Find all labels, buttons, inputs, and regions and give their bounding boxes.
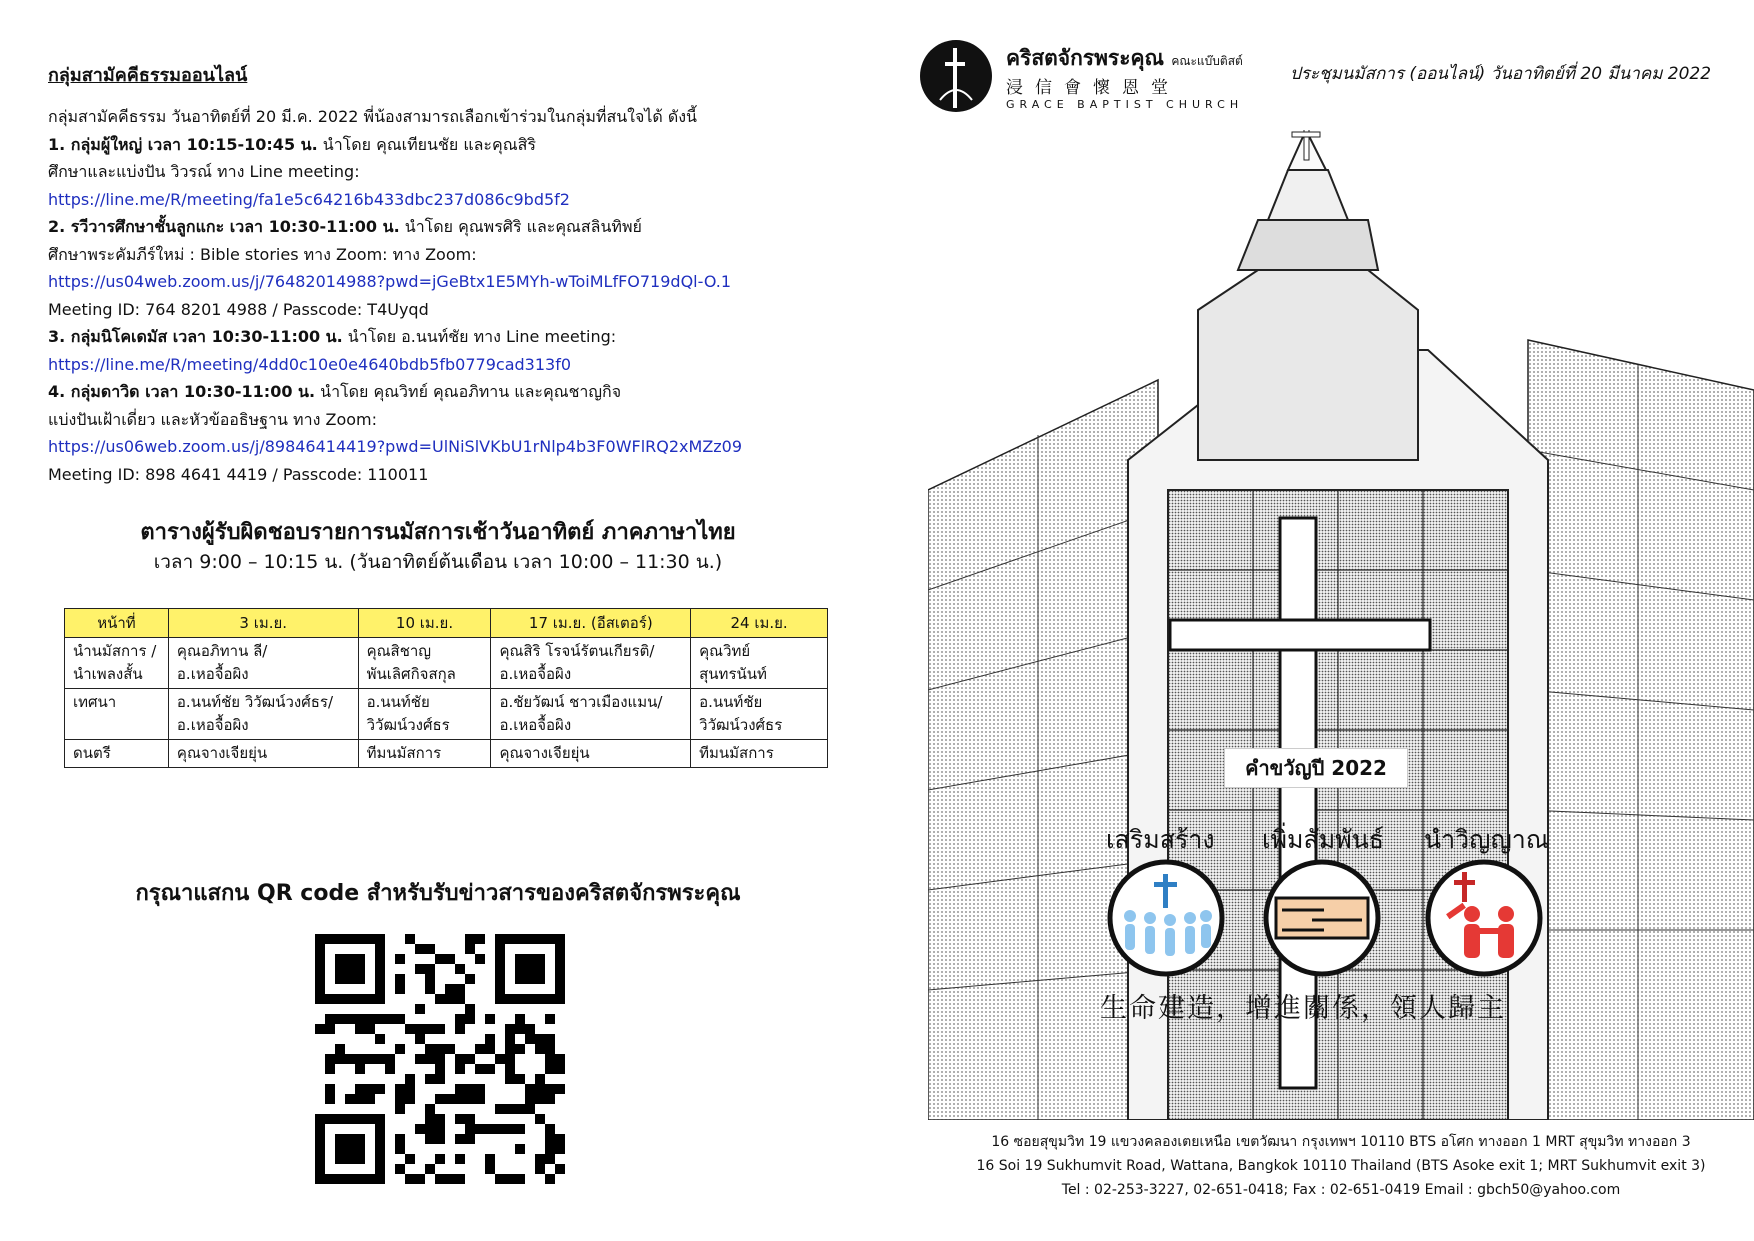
cell-line: คุณสิชาญ	[366, 642, 432, 660]
church-sub-th: คณะแบ๊บติสต์	[1171, 54, 1243, 68]
role-cell	[65, 638, 169, 689]
group-4-meeting-id: Meeting ID: 898 4641 4419 / Passcode: 110011	[48, 464, 429, 484]
group-1-desc: ศึกษาและแบ่งปัน วิวรณ์ ทาง Line meeting:	[48, 162, 360, 181]
logo-cross-icon	[920, 40, 992, 112]
qr-code[interactable]	[315, 934, 565, 1184]
group-4-title-line	[48, 378, 828, 406]
schedule-cell	[168, 740, 358, 768]
schedule-header: 3 เม.ย.	[168, 609, 358, 638]
fellowship-intro: กลุ่มสามัคคีธรรม วันอาทิตย์ที่ 20 มี.ค. 2022 พี่น้องสามารถเลือกเข้าร่วมในกลุ่มที่สนใจได้ ดังนี้	[48, 107, 697, 126]
group-1-leader: นำโดย คุณเทียนชัย และคุณสิริ	[322, 134, 536, 154]
address-line-th: 16 ซอยสุขุมวิท 19 แขวงคลองเตยเหนือ เขตวัฒนา กรุงเทพฯ 10110 BTS อโศก ทางออก 1 MRT สุขุมวิท ทางออก 3	[991, 1134, 1691, 1150]
qr-title: กรุณาแสกน QR code สำหรับรับข่าวสารของคริสตจักรพระคุณ	[135, 881, 741, 906]
group-1-title-line	[48, 131, 828, 159]
address-line-en: 16 Soi 19 Sukhumvit Road, Wattana, Bangkok 10110 Thailand (BTS Asoke exit 1; MRT Sukhumvit exit 3)	[976, 1158, 1706, 1174]
motto-word-1: เสริมสร้าง	[1106, 825, 1215, 854]
cell-line: อ.เหอจื้อผิง	[499, 716, 572, 734]
cell-line: คุณอภิทาน ลี/	[176, 642, 268, 660]
cell-line: คุณวิทย์	[699, 642, 751, 660]
cell-line: อ.ชัยวัฒน์ ชาวเมืองแมน/	[499, 693, 663, 711]
cell-line: พันเลิศกิจสกุล	[366, 665, 456, 683]
group-2-title: 2. รวีวารศึกษาชั้นลูกแกะ เวลา 10:30-11:00 น.	[48, 217, 400, 236]
schedule-heading	[48, 518, 828, 576]
church-name-en: GRACE BAPTIST CHURCH	[1006, 98, 1244, 111]
group-4-link[interactable]: https://us06web.zoom.us/j/89846414419?pwd=UlNiSlVKbU1rNlp4b3F0WFlRQ2xMZz09	[48, 437, 743, 456]
cell-line: วิวัฒน์วงศ์ธร	[366, 716, 450, 734]
group-4-title: 4. กลุ่มดาวิด เวลา 10:30-11:00 น.	[48, 382, 316, 401]
group-2-title-line	[48, 213, 828, 241]
table-row	[65, 740, 828, 768]
people-cross-icon	[1106, 858, 1226, 978]
group-4-leader: นำโดย คุณวิทย์ คุณอภิทาน และคุณชาญกิจ	[320, 382, 622, 401]
church-name-th	[1006, 42, 1243, 75]
group-1-link[interactable]: https://line.me/R/meeting/fa1e5c64216b433dbc237d086c9bd5f2	[48, 189, 570, 209]
group-2-leader: นำโดย คุณพรศิริ และคุณสลินทิพย์	[404, 217, 642, 236]
meeting-title: ประชุมนมัสการ (ออนไลน์) วันอาทิตย์ที่ 20 มีนาคม 2022	[1290, 64, 1712, 84]
cell-line: อ.นนท์ชัย	[699, 693, 763, 711]
motto-word-3: นำวิญญาณ	[1424, 825, 1549, 854]
church-logo	[920, 40, 1260, 112]
leading-people-icon	[1424, 858, 1544, 978]
schedule-cell	[691, 740, 828, 768]
handshake-icon	[1262, 858, 1382, 978]
cell-line: คุณจางเจียยุ่น	[176, 744, 268, 762]
fellowship-heading: กลุ่มสามัคคีธรรมออนไลน์	[48, 65, 248, 86]
schedule-table	[64, 608, 828, 768]
fellowship-section	[48, 60, 828, 488]
schedule-cell	[491, 689, 691, 740]
contact-line: Tel : 02-253-3227, 02-651-0418; Fax : 02-651-0419 Email : gbch50@yahoo.com	[1061, 1182, 1621, 1198]
cell-line: อ.นนท์ชัย	[366, 693, 430, 711]
group-2-link[interactable]: https://us04web.zoom.us/j/76482014988?pwd=jGeBtx1E5MYh-wToiMLfFO719dQl-O.1	[48, 272, 732, 291]
schedule-cell	[358, 689, 491, 740]
cell-line: อ.เหอจื้อผิง	[499, 665, 572, 683]
schedule-cell	[491, 740, 691, 768]
cell-line: อ.นนท์ชัย วิวัฒน์วงศ์ธร/	[176, 693, 334, 711]
cell-line: ทีมนมัสการ	[366, 744, 442, 762]
role-cell	[65, 689, 169, 740]
cell-line: สุนทรนันท์	[699, 665, 767, 683]
cell-line: นำนมัสการ /	[73, 642, 157, 660]
schedule-title: ตารางผู้รับผิดชอบรายการนมัสการเช้าวันอาทิตย์ ภาคภาษาไทย	[140, 520, 736, 545]
schedule-header: 17 เม.ย. (อีสเตอร์)	[491, 609, 691, 638]
cell-line: วิวัฒน์วงศ์ธร	[699, 716, 783, 734]
schedule-header: 10 เม.ย.	[358, 609, 491, 638]
schedule-header: 24 เม.ย.	[691, 609, 828, 638]
schedule-cell	[691, 638, 828, 689]
cell-line: อ.เหอจื้อผิง	[176, 665, 249, 683]
schedule-cell	[491, 638, 691, 689]
church-name-th-text: คริสตจักรพระคุณ	[1006, 46, 1165, 70]
group-2-meeting-id: Meeting ID: 764 8201 4988 / Passcode: T4Uyqd	[48, 299, 429, 319]
schedule-time: เวลา 9:00 – 10:15 น. (วันอาทิตย์ต้นเดือน เวลา 10:00 – 11:30 น.)	[153, 551, 723, 573]
group-3-link[interactable]: https://line.me/R/meeting/4dd0c10e0e4640bdb5fb0779cad313f0	[48, 354, 571, 374]
cell-line: ทีมนมัสการ	[699, 744, 774, 762]
schedule-cell	[691, 689, 828, 740]
cell-line: นำเพลงสั้น	[73, 665, 143, 683]
cell-line: เทศนา	[73, 693, 117, 711]
church-name-zh: 浸信會懷恩堂	[1006, 78, 1180, 98]
cell-line: คุณสิริ โรจน์รัตนเกียรติ/	[499, 642, 655, 660]
group-3-leader: นำโดย อ.นนท์ชัย ทาง Line meeting:	[347, 327, 617, 346]
church-address	[928, 1130, 1754, 1202]
schedule-header-row	[65, 609, 828, 638]
cell-line: อ.เหอจื้อผิง	[176, 716, 249, 734]
schedule-header: หน้าที่	[65, 609, 169, 638]
role-cell	[65, 740, 169, 768]
group-3-title: 3. กลุ่มนิโคเดมัส เวลา 10:30-11:00 น.	[48, 327, 343, 346]
table-row	[65, 638, 828, 689]
schedule-cell	[358, 638, 491, 689]
table-row	[65, 689, 828, 740]
motto-word-2: เพิ่มสัมพันธ์	[1262, 825, 1385, 854]
group-3-title-line	[48, 323, 828, 351]
motto-title: คำขวัญปี 2022	[1224, 748, 1408, 788]
schedule-cell	[168, 638, 358, 689]
motto-zh: 生命建造，增進關係，領人歸主	[1100, 993, 1506, 1024]
schedule-cell	[358, 740, 491, 768]
group-2-desc: ศึกษาพระคัมภีร์ใหม่ : Bible stories ทาง Zoom: ทาง Zoom:	[48, 244, 477, 264]
schedule-cell	[168, 689, 358, 740]
cell-line: ดนตรี	[73, 744, 111, 762]
group-1-title: 1. กลุ่มผู้ใหญ่ เวลา 10:15-10:45 น.	[48, 134, 318, 154]
cell-line: คุณจางเจียยุ่น	[499, 744, 590, 762]
group-4-desc: แบ่งปันเฝ้าเดี่ยว และหัวข้ออธิษฐาน ทาง Zoom:	[48, 409, 377, 429]
